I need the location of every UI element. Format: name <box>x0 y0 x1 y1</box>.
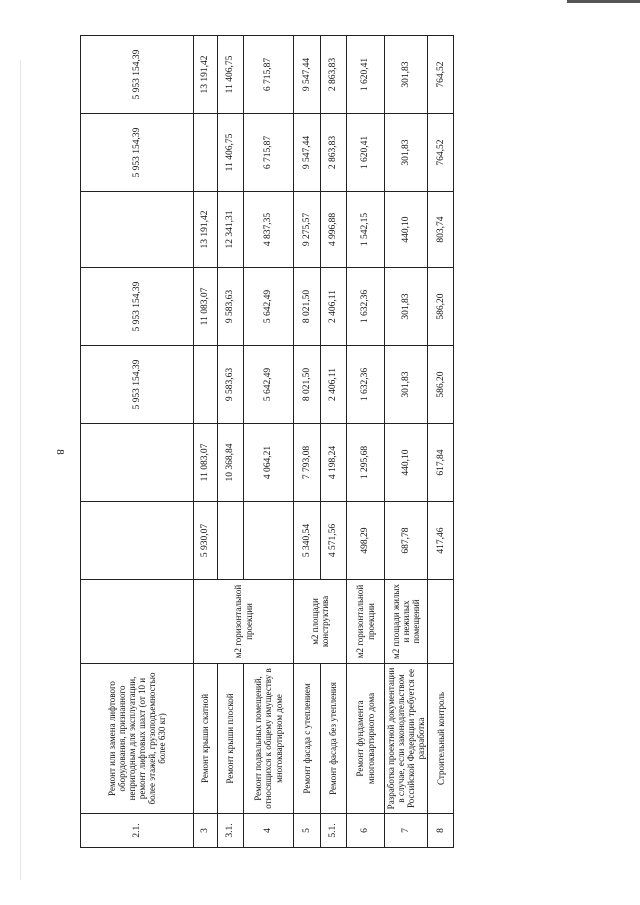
value-cell: 301,83 <box>385 268 428 346</box>
value-cell: 8 021,50 <box>294 346 321 424</box>
cost-table <box>80 35 454 848</box>
value-cell: 5 953 154,39 <box>81 114 194 192</box>
value-cell <box>81 502 194 580</box>
header-rule <box>567 0 640 3</box>
work-type: Ремонт подвальных помещений, относящихся к общему имуществу в многоквартирном доме <box>244 664 294 814</box>
value-cell: 9 583,63 <box>218 346 244 424</box>
value-cell: 803,74 <box>428 192 454 268</box>
value-cell: 5 340,54 <box>294 502 321 580</box>
work-type: Ремонт крыши скатной <box>194 664 218 814</box>
row-number: 7 <box>385 814 428 848</box>
work-type: Строительный контроль <box>428 664 454 814</box>
value-cell: 1 632,36 <box>347 346 385 424</box>
value-cell: 417,46 <box>428 502 454 580</box>
value-cell: 9 547,44 <box>294 114 321 192</box>
row-number: 5.1. <box>321 814 347 848</box>
unit-cell: м2 горизонтальной проекции <box>347 580 385 664</box>
value-cell: 11 406,75 <box>218 36 244 114</box>
value-cell: 1 542,15 <box>347 192 385 268</box>
value-cell: 10 368,84 <box>218 424 244 502</box>
value-cell: 5 930,07 <box>194 502 218 580</box>
value-cell <box>218 502 244 580</box>
value-cell: 586,20 <box>428 346 454 424</box>
table-row <box>347 36 385 848</box>
value-cell <box>81 424 194 502</box>
unit-cell <box>428 580 454 664</box>
value-cell: 5 953 154,39 <box>81 268 194 346</box>
value-cell: 687,78 <box>385 502 428 580</box>
value-cell: 11 083,07 <box>194 424 218 502</box>
work-type: Ремонт фасада без утепления <box>321 664 347 814</box>
value-cell: 8 021,50 <box>294 268 321 346</box>
value-cell <box>194 114 218 192</box>
value-cell <box>194 346 218 424</box>
value-cell: 4 064,21 <box>244 424 294 502</box>
value-cell: 2 863,83 <box>321 36 347 114</box>
value-cell: 6 715,87 <box>244 114 294 192</box>
work-type: Разработка проектной документации в случае, если законодательством Российской Федерации требуется ее разработка <box>385 664 428 814</box>
row-number: 6 <box>347 814 385 848</box>
value-cell: 9 275,57 <box>294 192 321 268</box>
value-cell: 617,84 <box>428 424 454 502</box>
row-number: 5 <box>294 814 321 848</box>
work-type: Ремонт фундамента многоквартирного дома <box>347 664 385 814</box>
value-cell: 9 583,63 <box>218 268 244 346</box>
value-cell: 13 191,42 <box>194 36 218 114</box>
work-type: Ремонт или замена лифтового оборудования, признанного непригодным для эксплуатации, ремонт лифтовых шахт (от 10 и более этажей, грузоподъемностью более 630 кг) <box>81 664 194 814</box>
page-number: 8 <box>54 449 66 455</box>
value-cell: 301,83 <box>385 346 428 424</box>
table-row <box>244 36 294 848</box>
row-number: 3.1. <box>218 814 244 848</box>
rotated-table-container <box>80 36 450 848</box>
value-cell: 440,10 <box>385 192 428 268</box>
value-cell: 1 295,68 <box>347 424 385 502</box>
unit-cell: м2 площади жилых и нежилых помещений <box>385 580 428 664</box>
value-cell: 2 863,83 <box>321 114 347 192</box>
row-number: 8 <box>428 814 454 848</box>
value-cell: 4 837,35 <box>244 192 294 268</box>
row-number: 2.1. <box>81 814 194 848</box>
unit-cell: м2 площади конструктива <box>294 580 347 664</box>
value-cell: 1 632,36 <box>347 268 385 346</box>
value-cell: 5 953 154,39 <box>81 346 194 424</box>
table-row <box>81 36 194 848</box>
value-cell: 5 642,49 <box>244 268 294 346</box>
table-row <box>218 36 244 848</box>
value-cell: 13 191,42 <box>194 192 218 268</box>
unit-cell <box>81 580 194 664</box>
value-cell: 1 620,41 <box>347 36 385 114</box>
value-cell: 498,29 <box>347 502 385 580</box>
table-row <box>294 36 321 848</box>
value-cell <box>81 192 194 268</box>
value-cell: 764,52 <box>428 114 454 192</box>
value-cell: 440,10 <box>385 424 428 502</box>
value-cell: 4 571,56 <box>321 502 347 580</box>
value-cell <box>244 502 294 580</box>
value-cell: 12 341,31 <box>218 192 244 268</box>
value-cell: 301,83 <box>385 36 428 114</box>
value-cell: 7 793,08 <box>294 424 321 502</box>
value-cell: 6 715,87 <box>244 36 294 114</box>
value-cell: 5 642,49 <box>244 346 294 424</box>
table-row <box>194 36 218 848</box>
value-cell: 11 083,07 <box>194 268 218 346</box>
row-number: 4 <box>244 814 294 848</box>
value-cell: 9 547,44 <box>294 36 321 114</box>
table-row <box>321 36 347 848</box>
value-cell: 2 406,11 <box>321 268 347 346</box>
table-row <box>428 36 454 848</box>
value-cell: 764,52 <box>428 36 454 114</box>
work-type: Ремонт фасада с утеплением <box>294 664 321 814</box>
unit-cell: м2 горизонтальной проекции <box>194 580 294 664</box>
value-cell: 4 996,88 <box>321 192 347 268</box>
value-cell: 2 406,11 <box>321 346 347 424</box>
work-type: Ремонт крыши плоской <box>218 664 244 814</box>
value-cell: 4 198,24 <box>321 424 347 502</box>
row-number: 3 <box>194 814 218 848</box>
page-edge-shadow <box>20 60 21 880</box>
value-cell: 1 620,41 <box>347 114 385 192</box>
value-cell: 586,20 <box>428 268 454 346</box>
value-cell: 11 406,75 <box>218 114 244 192</box>
value-cell: 301,83 <box>385 114 428 192</box>
value-cell: 5 953 154,39 <box>81 36 194 114</box>
table-row <box>385 36 428 848</box>
